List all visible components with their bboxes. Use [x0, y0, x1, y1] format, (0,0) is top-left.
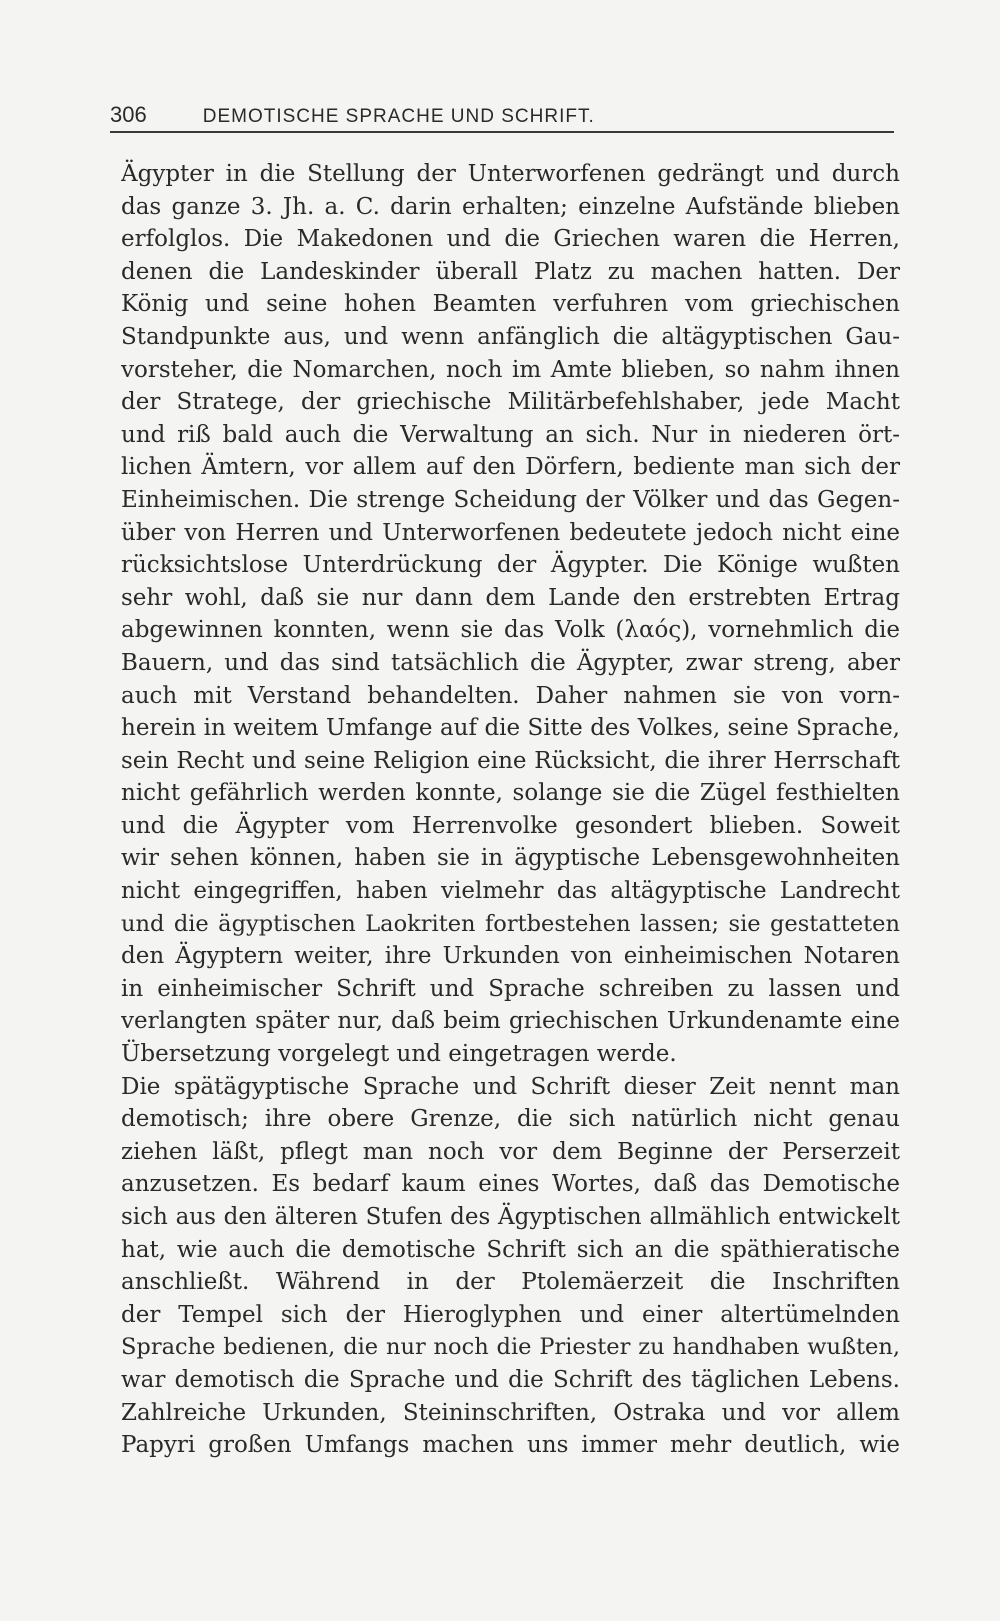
- header-rule: [110, 131, 894, 133]
- text-line: Papyri großen Umfangs machen uns immer mehr deutlich, wie: [121, 1432, 900, 1459]
- text-line: sich aus den älteren Stufen des Ägyptischen allmählich entwickelt: [121, 1204, 900, 1230]
- text-line: den Ägyptern weiter, ihre Urkunden von einheimischen Notaren: [121, 943, 900, 970]
- text-line: in einheimischer Schrift und Sprache schreiben zu lassen und: [121, 975, 900, 1002]
- text-line: vorsteher, die Nomarchen, noch im Amte blieben, so nahm ihnen: [121, 356, 900, 383]
- text-line: anzusetzen. Es bedarf kaum eines Wortes, daß das Demotische: [121, 1171, 900, 1198]
- page-header: [110, 102, 894, 132]
- text-line: verlangten später nur, daß beim griechischen Urkundenamte eine: [121, 1008, 900, 1035]
- text-line: erfolglos. Die Makedonen und die Griechen waren die Herren,: [121, 226, 900, 253]
- text-line: über von Herren und Unterworfenen bedeutete jedoch nicht eine: [121, 519, 900, 546]
- text-line: und die Ägypter vom Herrenvolke gesondert blieben. Soweit: [121, 812, 900, 839]
- text-line: hat, wie auch die demotische Schrift sich an die späthieratische: [121, 1236, 900, 1263]
- text-line: Die spätägyptische Sprache und Schrift dieser Zeit nennt man: [121, 1073, 900, 1100]
- text-line: war demotisch die Sprache und die Schrift des täglichen Lebens.: [121, 1366, 900, 1393]
- text-line: das ganze 3. Jh. a. C. darin erhalten; einzelne Aufstände blieben: [121, 193, 900, 220]
- running-title: DEMOTISCHE SPRACHE UND SCHRIFT.: [202, 106, 595, 127]
- text-line-paragraph-end: Übersetzung vorgelegt und eingetragen werde.: [121, 1041, 677, 1068]
- text-line: Einheimischen. Die strenge Scheidung der Völker und das Gegen-: [121, 486, 900, 513]
- text-line: nicht gefährlich werden konnte, solange sie die Zügel festhielten: [121, 780, 900, 807]
- text-line: Standpunkte aus, und wenn anfänglich die altägyptischen Gau-: [121, 323, 900, 350]
- text-line: Zahlreiche Urkunden, Steininschriften, Ostraka und vor allem: [121, 1399, 900, 1426]
- page-number: 306: [110, 102, 147, 127]
- text-line: und riß bald auch die Verwaltung an sich. Nur in niederen ört-: [121, 421, 900, 448]
- text-line: König und seine hohen Beamten verfuhren vom griechischen: [121, 291, 900, 318]
- text-line: und die ägyptischen Laokriten fortbestehen lassen; sie gestatteten: [121, 910, 900, 937]
- body-text: [121, 158, 900, 1462]
- text-line: sein Recht und seine Religion eine Rücksicht, die ihrer Herrschaft: [121, 747, 900, 774]
- text-line: wir sehen können, haben sie in ägyptische Lebensgewohnheiten: [121, 845, 900, 872]
- text-line: Bauern, und das sind tatsächlich die Ägypter, zwar streng, aber: [121, 649, 900, 676]
- text-line: Ägypter in die Stellung der Unterworfenen gedrängt und durch: [121, 161, 900, 187]
- text-line: denen die Landeskinder überall Platz zu machen hatten. Der: [121, 258, 900, 285]
- text-line: sehr wohl, daß sie nur dann dem Lande den erstrebten Ertrag: [121, 584, 900, 611]
- text-line: anschließt. Während in der Ptolemäerzeit die Inschriften: [121, 1269, 900, 1296]
- text-line: Sprache bedienen, die nur noch die Priester zu handhaben wußten,: [121, 1334, 900, 1361]
- text-line: der Tempel sich der Hieroglyphen und einer altertümelnden: [121, 1301, 900, 1328]
- text-line: demotisch; ihre obere Grenze, die sich natürlich nicht genau: [121, 1106, 900, 1133]
- text-line: auch mit Verstand behandelten. Daher nahmen sie von vorn-: [121, 682, 900, 709]
- text-line: herein in weitem Umfange auf die Sitte des Volkes, seine Sprache,: [121, 715, 900, 742]
- text-line: nicht eingegriffen, haben vielmehr das altägyptische Landrecht: [121, 878, 900, 905]
- text-line: ziehen läßt, pflegt man noch vor dem Beginne der Perserzeit: [121, 1138, 900, 1165]
- text-line: rücksichtslose Unterdrückung der Ägypter. Die Könige wußten: [121, 552, 900, 579]
- text-line: abgewinnen konnten, wenn sie das Volk (λαός), vornehmlich die: [121, 617, 900, 644]
- text-line: der Stratege, der griechische Militärbefehlshaber, jede Macht: [121, 389, 900, 416]
- text-line: lichen Ämtern, vor allem auf den Dörfern, bediente man sich der: [121, 454, 900, 481]
